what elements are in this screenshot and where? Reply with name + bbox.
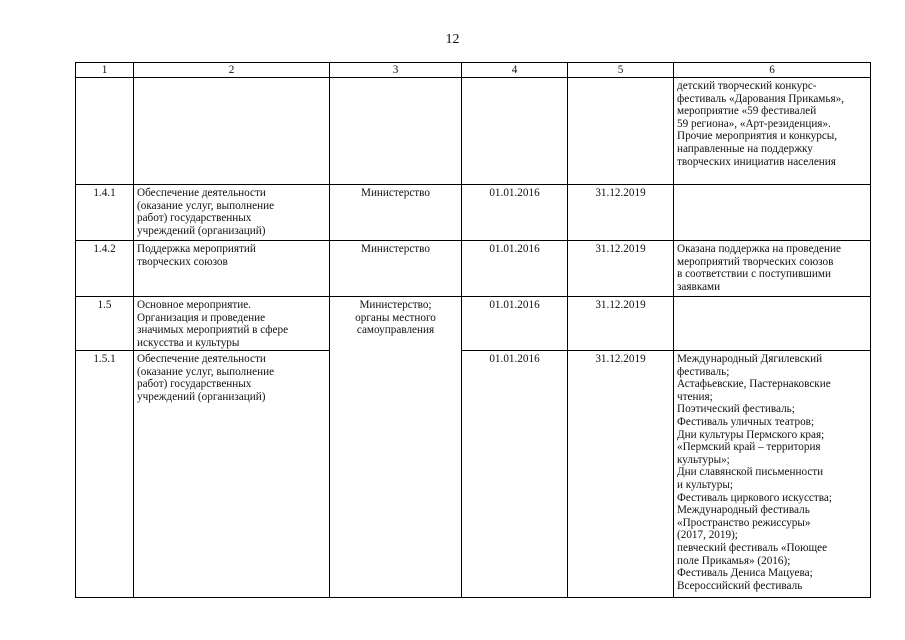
program-table: [75, 62, 871, 598]
code-cell: [76, 78, 134, 185]
header-cell-6: 6: [674, 63, 871, 78]
header-cell-4: 4: [462, 63, 568, 78]
start-date-cell: 01.01.2016: [462, 185, 568, 241]
table-row-1-4-2: [76, 241, 871, 297]
table-row-1-5: [76, 297, 871, 351]
result-cell: [674, 185, 871, 241]
header-row: [76, 63, 871, 78]
name-cell: Обеспечение деятельности (оказание услуг, выполнение работ) государственных учреждений (организаций): [134, 185, 330, 241]
end-date-cell: 31.12.2019: [568, 241, 674, 297]
code-cell: 1.5: [76, 297, 134, 351]
executor-cell-merged: Министерство; органы местного самоуправления: [330, 297, 462, 598]
start-date-cell: 01.01.2016: [462, 351, 568, 598]
executor-cell: Министерство: [330, 185, 462, 241]
name-cell: Обеспечение деятельности (оказание услуг, выполнение работ) государственных учреждений (организаций): [134, 351, 330, 598]
table-row-continuation: [76, 78, 871, 185]
name-cell: Поддержка мероприятий творческих союзов: [134, 241, 330, 297]
start-date-cell: 01.01.2016: [462, 241, 568, 297]
start-date-cell: [462, 78, 568, 185]
result-cell: детский творческий конкурс- фестиваль «Дарования Прикамья», мероприятие «59 фестивалей 59 региона», «Арт-резиденция». Прочие мероприятия и конкурсы, направленные на поддержку творческих инициатив населения: [674, 78, 871, 185]
header-cell-2: 2: [134, 63, 330, 78]
end-date-cell: [568, 78, 674, 185]
header-cell-3: 3: [330, 63, 462, 78]
code-cell: 1.5.1: [76, 351, 134, 598]
name-cell: [134, 78, 330, 185]
start-date-cell: 01.01.2016: [462, 297, 568, 351]
result-cell: Международный Дягилевский фестиваль; Астафьевские, Пастернаковские чтения; Поэтический фестиваль; Фестиваль уличных театров; Дни культуры Пермского края; «Пермский край – территория культуры»; Дни славянской письменности и культуры; Фестиваль циркового искусства; Международный фестиваль «Пространство режиссуры» (2017, 2019); певческий фестиваль «Поющее поле Прикамья» (2016); Фестиваль Дениса Мацуева; Всероссийский фестиваль: [674, 351, 871, 598]
name-cell: Основное мероприятие. Организация и проведение значимых мероприятий в сфере искусства и культуры: [134, 297, 330, 351]
code-cell: 1.4.1: [76, 185, 134, 241]
result-cell: Оказана поддержка на проведение мероприятий творческих союзов в соответствии с поступившими заявками: [674, 241, 871, 297]
executor-cell: [330, 78, 462, 185]
end-date-cell: 31.12.2019: [568, 297, 674, 351]
header-cell-1: 1: [76, 63, 134, 78]
page-number: 12: [445, 32, 460, 47]
code-cell: 1.4.2: [76, 241, 134, 297]
table-row-1-4-1: [76, 185, 871, 241]
end-date-cell: 31.12.2019: [568, 351, 674, 598]
end-date-cell: 31.12.2019: [568, 185, 674, 241]
executor-cell: Министерство: [330, 241, 462, 297]
result-cell: [674, 297, 871, 351]
header-cell-5: 5: [568, 63, 674, 78]
table-row-1-5-1: [76, 351, 871, 598]
